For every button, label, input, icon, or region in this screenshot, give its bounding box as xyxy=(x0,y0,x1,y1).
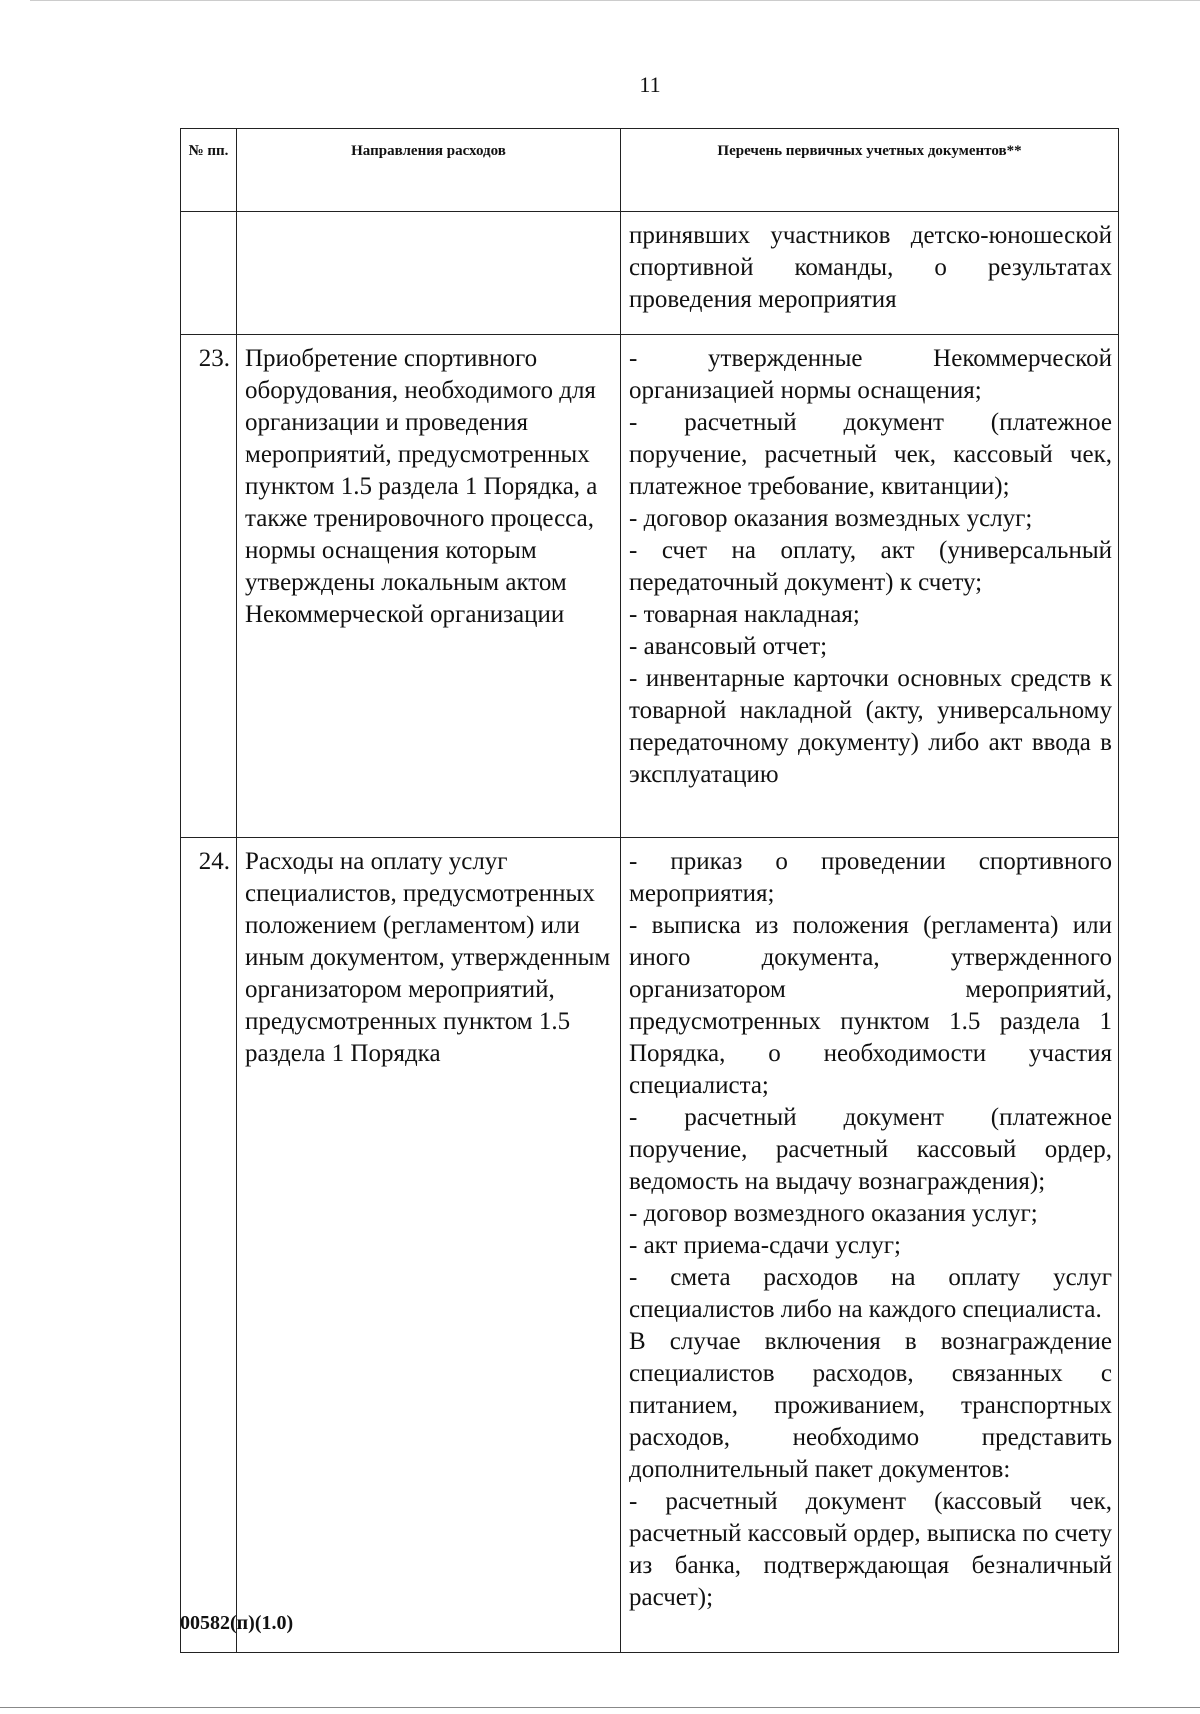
scan-edge-bottom xyxy=(0,1707,1200,1708)
table-header-row xyxy=(181,129,1119,212)
document-item: - счет на оплату, акт (универсальный передаточный документ) к счету; xyxy=(629,537,1112,596)
expenses-table xyxy=(180,128,1119,1653)
row-documents xyxy=(621,335,1119,838)
document-item: - расчетный документ (платежное поручение, расчетный чек, кассовый чек, платежное требование, квитанции); xyxy=(629,409,1112,500)
header-documents: Перечень первичных учетных документов** xyxy=(621,129,1119,212)
row-documents xyxy=(621,838,1119,1653)
document-item: - приказ о проведении спортивного мероприятия; xyxy=(629,848,1112,907)
row-num: 23. xyxy=(181,335,237,838)
row-direction: Приобретение спортивного оборудования, необходимого для организации и проведения мероприятий, предусмотренных пунктом 1.5 раздела 1 Порядка, а также тренировочного процесса, нормы оснащения которым утверждены локальным актом Некоммерческой организации xyxy=(237,335,621,838)
document-item: - акт приема-сдачи услуг; xyxy=(629,1232,901,1259)
document-item: - товарная накладная; xyxy=(629,601,860,628)
document-item: принявших участников детско-юношеской спортивной команды, о результатах проведения мероприятия xyxy=(629,222,1112,313)
row-num: 24. xyxy=(181,838,237,1653)
document-item: - авансовый отчет; xyxy=(629,633,828,660)
document-item: - расчетный документ (платежное поручение, расчетный кассовый ордер, ведомость на выдачу вознаграждения); xyxy=(629,1104,1112,1195)
document-item: - выписка из положения (регламента) или иного документа, утвержденного организатором мероприятий, предусмотренных пунктом 1.5 раздела 1 Порядка, о необходимости участия специалиста; xyxy=(629,912,1112,1099)
document-code: 00582(п)(1.0) xyxy=(180,1612,294,1634)
table-row xyxy=(181,838,1119,1653)
document-note: В случае включения в вознаграждение специалистов расходов, связанных с питанием, проживанием, транспортных расходов, необходимо представить дополнительный пакет документов: xyxy=(629,1328,1112,1483)
document-item: - договор оказания возмездных услуг; xyxy=(629,505,1033,532)
document-item: - утвержденные Некоммерческой организацией нормы оснащения; xyxy=(629,345,1112,404)
page-number: 11 xyxy=(639,72,661,97)
document-item: - инвентарные карточки основных средств к товарной накладной (акту, универсальному передаточному документу) либо акт ввода в эксплуатацию xyxy=(629,665,1112,788)
scan-edge-top xyxy=(30,0,1200,1)
row-documents xyxy=(621,212,1119,335)
row-direction xyxy=(237,212,621,335)
header-num: № пп. xyxy=(181,129,237,212)
document-item: - расчетный документ (кассовый чек, расчетный кассовый ордер, выписка по счету из банка, подтверждающая безналичный расчет); xyxy=(629,1488,1112,1611)
document-item: - договор возмездного оказания услуг; xyxy=(629,1200,1038,1227)
row-num xyxy=(181,212,237,335)
table-row xyxy=(181,212,1119,335)
table-row xyxy=(181,335,1119,838)
header-direction: Направления расходов xyxy=(237,129,621,212)
row-direction: Расходы на оплату услуг специалистов, предусмотренных положением (регламентом) или иным документом, утвержденным организатором мероприятий, предусмотренных пунктом 1.5 раздела 1 Порядка xyxy=(237,838,621,1653)
document-item: - смета расходов на оплату услуг специалистов либо на каждого специалиста. xyxy=(629,1264,1112,1323)
